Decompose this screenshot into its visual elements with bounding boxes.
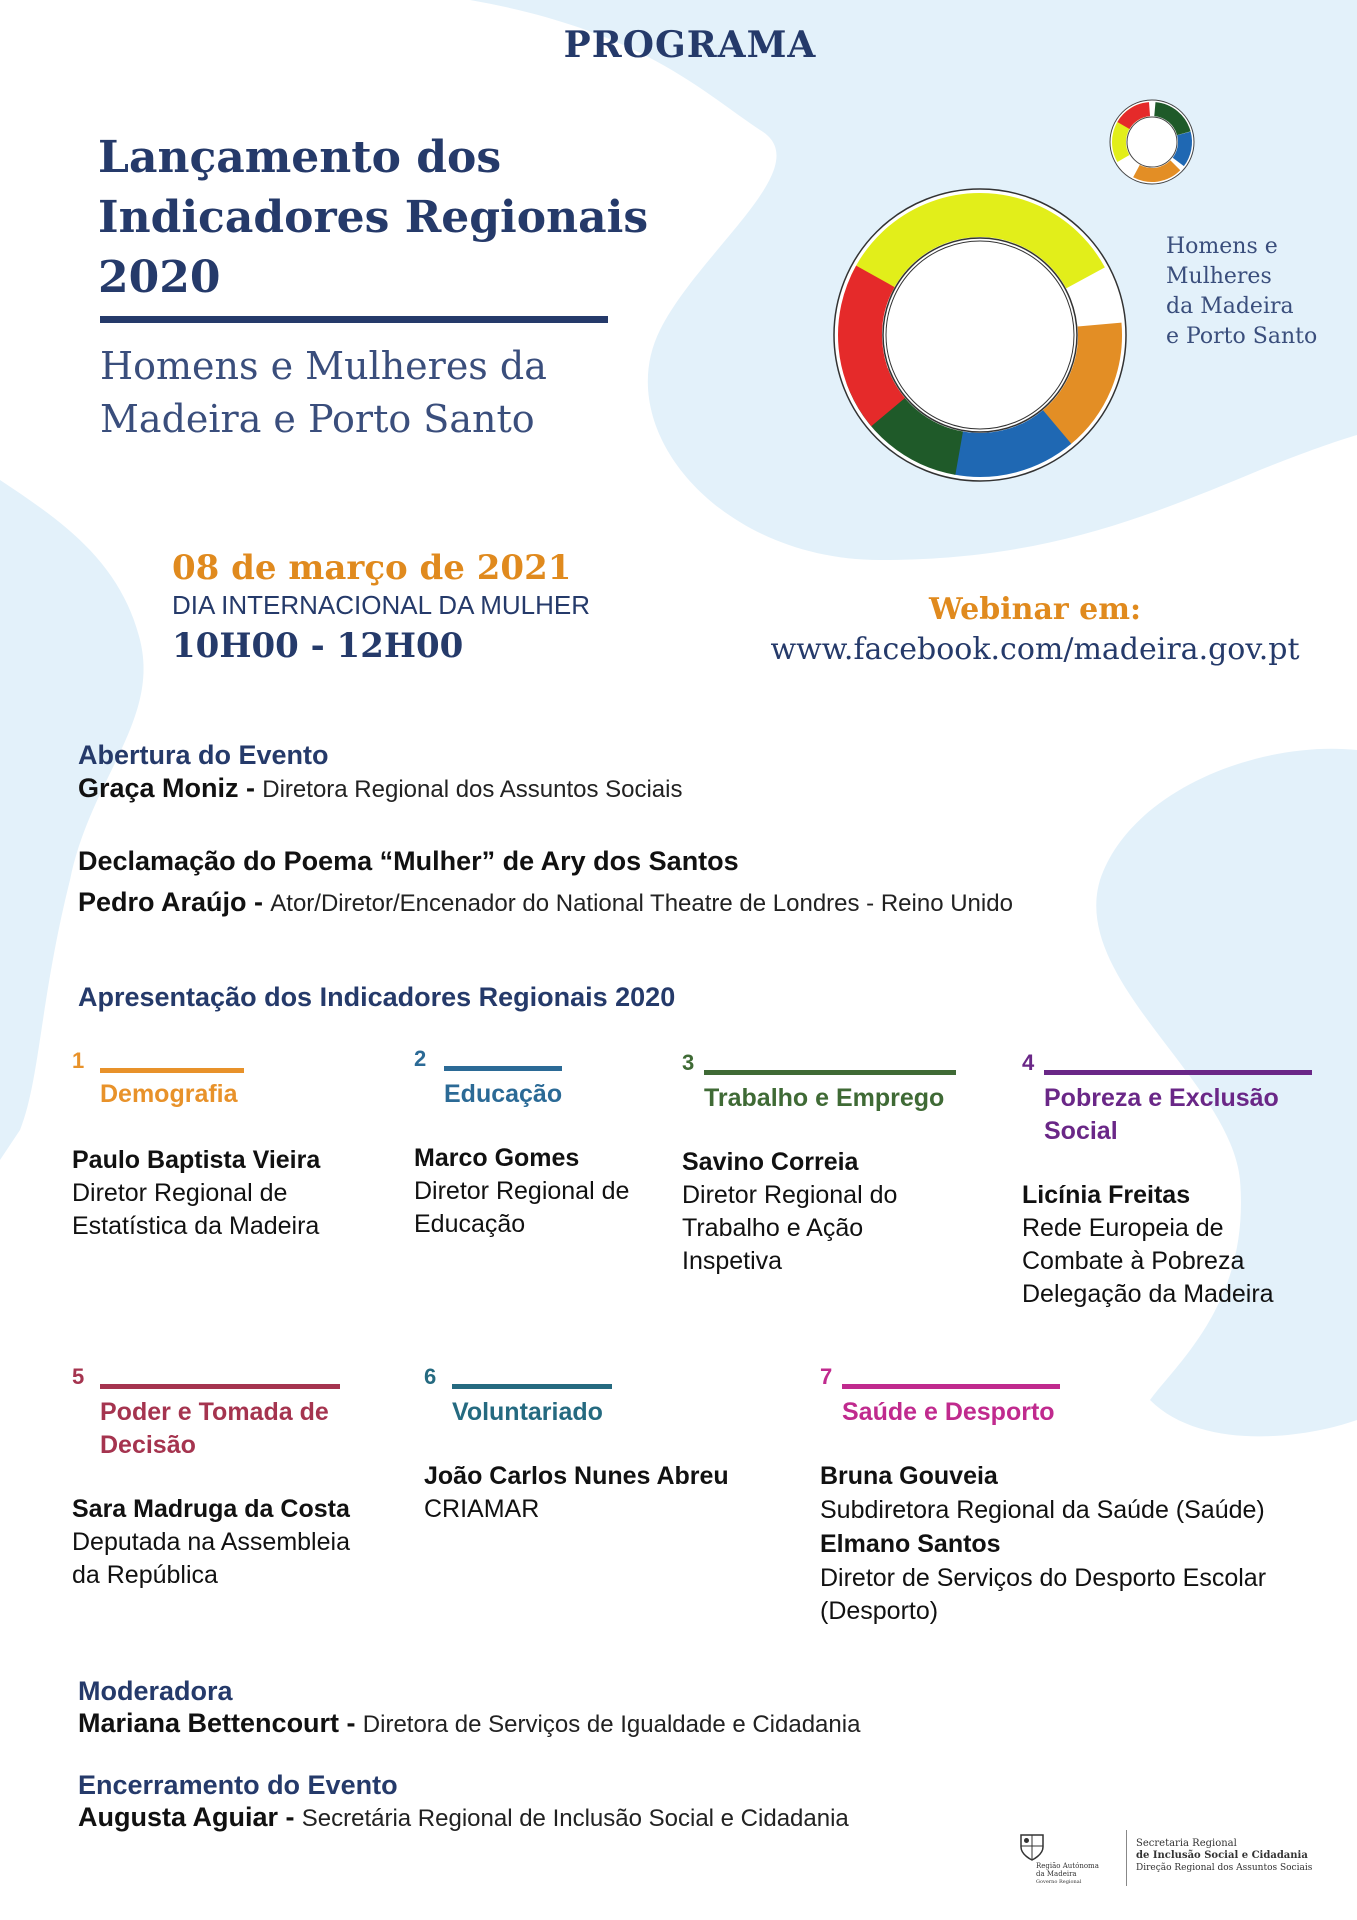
coat-of-arms-icon bbox=[1018, 1832, 1046, 1862]
closing-speaker bbox=[78, 1802, 849, 1833]
speaker-role: Subdiretora Regional da Saúde (Saúde) bbox=[820, 1496, 1265, 1524]
region-logo-line: da Madeira bbox=[1036, 1870, 1077, 1878]
subtitle-line: Madeira e Porto Santo bbox=[100, 397, 535, 441]
topic-name: Saúde e Desporto bbox=[842, 1398, 1055, 1426]
topic-rule bbox=[842, 1384, 1060, 1389]
topic-rule bbox=[444, 1066, 562, 1071]
topic-number: 7 bbox=[820, 1364, 833, 1389]
subtitle-line: Homens e Mulheres da bbox=[100, 344, 547, 388]
speaker-name: Savino Correia bbox=[682, 1148, 859, 1176]
speaker-role: Diretora de Serviços de Igualdade e Cidadania bbox=[362, 1711, 861, 1738]
topic-number: 4 bbox=[1022, 1050, 1035, 1075]
topic-name: Trabalho e Emprego bbox=[704, 1084, 945, 1112]
speaker-name: João Carlos Nunes Abreu bbox=[424, 1462, 729, 1490]
title-divider bbox=[100, 316, 608, 323]
webinar-label: Webinar em: bbox=[928, 592, 1142, 627]
topic-item bbox=[424, 1364, 764, 1523]
speaker-role: Rede Europeia de Combate à Pobreza Delegação da Madeira bbox=[1022, 1214, 1274, 1308]
logo-divider bbox=[1126, 1830, 1127, 1886]
speaker-role: Deputada na Assembleia da República bbox=[72, 1528, 350, 1589]
topic-number: 2 bbox=[414, 1046, 427, 1071]
logo-caption-line: Mulheres bbox=[1166, 264, 1272, 289]
topic-item bbox=[72, 1048, 372, 1248]
region-logo-line: Região Autónoma bbox=[1036, 1862, 1099, 1870]
event-date: 08 de março de 2021 bbox=[172, 548, 572, 588]
speaker-role: Diretor Regional do Trabalho e Ação Inspetiva bbox=[682, 1181, 898, 1275]
topic-number: 3 bbox=[682, 1050, 695, 1075]
topic-rule bbox=[100, 1068, 244, 1073]
topic-number: 5 bbox=[72, 1364, 85, 1389]
event-time: 10H00 - 12H00 bbox=[172, 626, 464, 666]
logo-caption-line: Homens e bbox=[1166, 234, 1278, 259]
topic-rule bbox=[1044, 1070, 1312, 1075]
secretariat-logo-line: de Inclusão Social e Cidadania bbox=[1136, 1850, 1308, 1861]
speaker-name: Augusta Aguiar - bbox=[78, 1802, 295, 1832]
title-line: Indicadores Regionais bbox=[98, 192, 649, 243]
speaker-name: Sara Madruga da Costa bbox=[72, 1495, 350, 1523]
topic-name: Demografia bbox=[100, 1080, 238, 1108]
speaker-role: Secretária Regional de Inclusão Social e Cidadania bbox=[301, 1805, 849, 1832]
footer-logos bbox=[1018, 1828, 1338, 1890]
logo-caption bbox=[1166, 232, 1346, 352]
secretariat-logo-line: Direção Regional dos Assuntos Sociais bbox=[1136, 1863, 1313, 1873]
topic-name: Poder e Tomada de Decisão bbox=[100, 1398, 329, 1459]
topic-item bbox=[72, 1364, 372, 1604]
webinar-link[interactable]: www.facebook.com/madeira.gov.pt bbox=[770, 632, 1300, 667]
region-logo-line: Governo Regional bbox=[1036, 1879, 1082, 1885]
speaker-name: Pedro Araújo - bbox=[78, 887, 264, 917]
logo-caption-line: da Madeira bbox=[1166, 294, 1294, 319]
topic-number: 1 bbox=[72, 1048, 85, 1073]
speaker-role: Diretor Regional de Educação bbox=[414, 1177, 630, 1238]
topic-rule bbox=[704, 1070, 956, 1075]
title-line: Lançamento dos bbox=[98, 132, 502, 183]
presentation-title: Apresentação dos Indicadores Regionais 2020 bbox=[78, 982, 676, 1012]
topic-item bbox=[1022, 1050, 1342, 1320]
speaker-name: Paulo Baptista Vieira bbox=[72, 1146, 321, 1174]
speaker-name: Licínia Freitas bbox=[1022, 1181, 1191, 1209]
title-line: 2020 bbox=[98, 252, 221, 303]
speaker-role: Diretor de Serviços do Desporto Escolar (Desporto) bbox=[820, 1564, 1267, 1625]
opening-speaker bbox=[78, 773, 683, 804]
speaker-name: Graça Moniz - bbox=[78, 773, 256, 803]
topic-item bbox=[682, 1050, 982, 1280]
page-title bbox=[98, 128, 658, 308]
speaker-role: CRIAMAR bbox=[424, 1495, 540, 1523]
topic-item bbox=[414, 1046, 674, 1246]
speaker-name: Bruna Gouveia bbox=[820, 1462, 998, 1490]
topic-name: Educação bbox=[444, 1080, 563, 1108]
event-day-name: DIA INTERNACIONAL DA MULHER bbox=[172, 590, 591, 620]
speaker-role: Diretor Regional de Estatística da Madeira bbox=[72, 1179, 320, 1240]
moderator-title: Moderadora bbox=[78, 1676, 233, 1706]
moderator-speaker bbox=[78, 1708, 860, 1739]
opening-title: Abertura do Evento bbox=[78, 740, 329, 770]
ring-logo-small-icon bbox=[1108, 98, 1196, 186]
poem-title: Declamação do Poema “Mulher” de Ary dos Santos bbox=[78, 846, 739, 876]
speaker-name: Mariana Bettencourt - bbox=[78, 1708, 356, 1738]
page-subtitle bbox=[100, 340, 660, 446]
logo-caption-line: e Porto Santo bbox=[1166, 324, 1318, 349]
speaker-name: Marco Gomes bbox=[414, 1144, 580, 1172]
topic-rule bbox=[100, 1384, 340, 1389]
ring-logo-icon bbox=[830, 185, 1130, 485]
topic-name: Voluntariado bbox=[452, 1398, 603, 1426]
program-label: PROGRAMA bbox=[563, 24, 817, 66]
closing-title: Encerramento do Evento bbox=[78, 1770, 398, 1800]
poem-speaker bbox=[78, 887, 1013, 918]
region-logo-text bbox=[1036, 1862, 1099, 1886]
topic-name: Pobreza e Exclusão Social bbox=[1044, 1084, 1279, 1145]
topic-number: 6 bbox=[424, 1364, 437, 1389]
speaker-role: Ator/Diretor/Encenador do National Theatre de Londres - Reino Unido bbox=[270, 890, 1013, 917]
secretariat-logo-line: Secretaria Regional bbox=[1136, 1838, 1237, 1849]
secretariat-logo-text bbox=[1136, 1838, 1312, 1874]
topic-item bbox=[820, 1364, 1340, 1644]
speaker-role: Diretora Regional dos Assuntos Sociais bbox=[262, 776, 683, 803]
topic-rule bbox=[452, 1384, 612, 1389]
speaker-name: Elmano Santos bbox=[820, 1530, 1001, 1558]
